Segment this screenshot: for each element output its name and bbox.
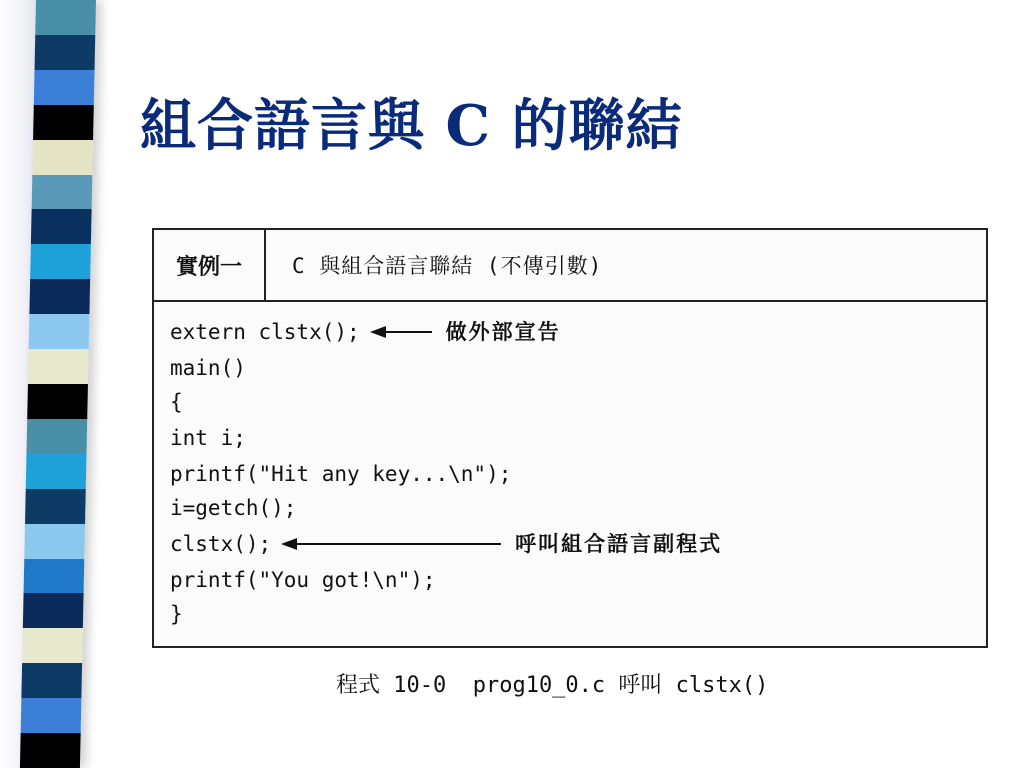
code-text: { [170, 390, 183, 414]
code-listing [170, 316, 976, 636]
code-text: clstx(); [170, 532, 272, 556]
code-text: extern clstx(); [170, 320, 360, 344]
code-text: printf("You got!\n"); [170, 568, 436, 592]
code-text: main() [170, 356, 246, 380]
code-line [170, 458, 511, 490]
code-line [170, 528, 722, 560]
code-line [170, 352, 246, 384]
figure-label: 實例一 [154, 230, 266, 300]
extern-annotation: 做外部宣告 [445, 319, 561, 344]
code-text: } [170, 602, 183, 626]
figure-header [154, 230, 986, 302]
call-annotation: 呼叫組合語言副程式 [515, 531, 723, 556]
code-line [170, 386, 183, 418]
code-line [170, 492, 296, 524]
left-arrow-icon [370, 326, 432, 338]
figure-caption: 程式 10-0 prog10_0.c 呼叫 clstx() [336, 673, 769, 698]
code-line [170, 598, 183, 630]
slide-title: 組合語言與 C 的聯結 [140, 93, 683, 159]
code-text: printf("Hit any key...\n"); [170, 462, 512, 486]
code-line [170, 564, 436, 596]
figure-heading: C 與組合語言聯結 (不傳引數) [292, 254, 603, 278]
code-figure [152, 228, 988, 648]
left-arrow-icon [281, 538, 501, 550]
code-text: int i; [170, 426, 246, 450]
code-text: i=getch(); [170, 496, 297, 520]
code-line [170, 316, 561, 348]
code-line [170, 422, 246, 454]
